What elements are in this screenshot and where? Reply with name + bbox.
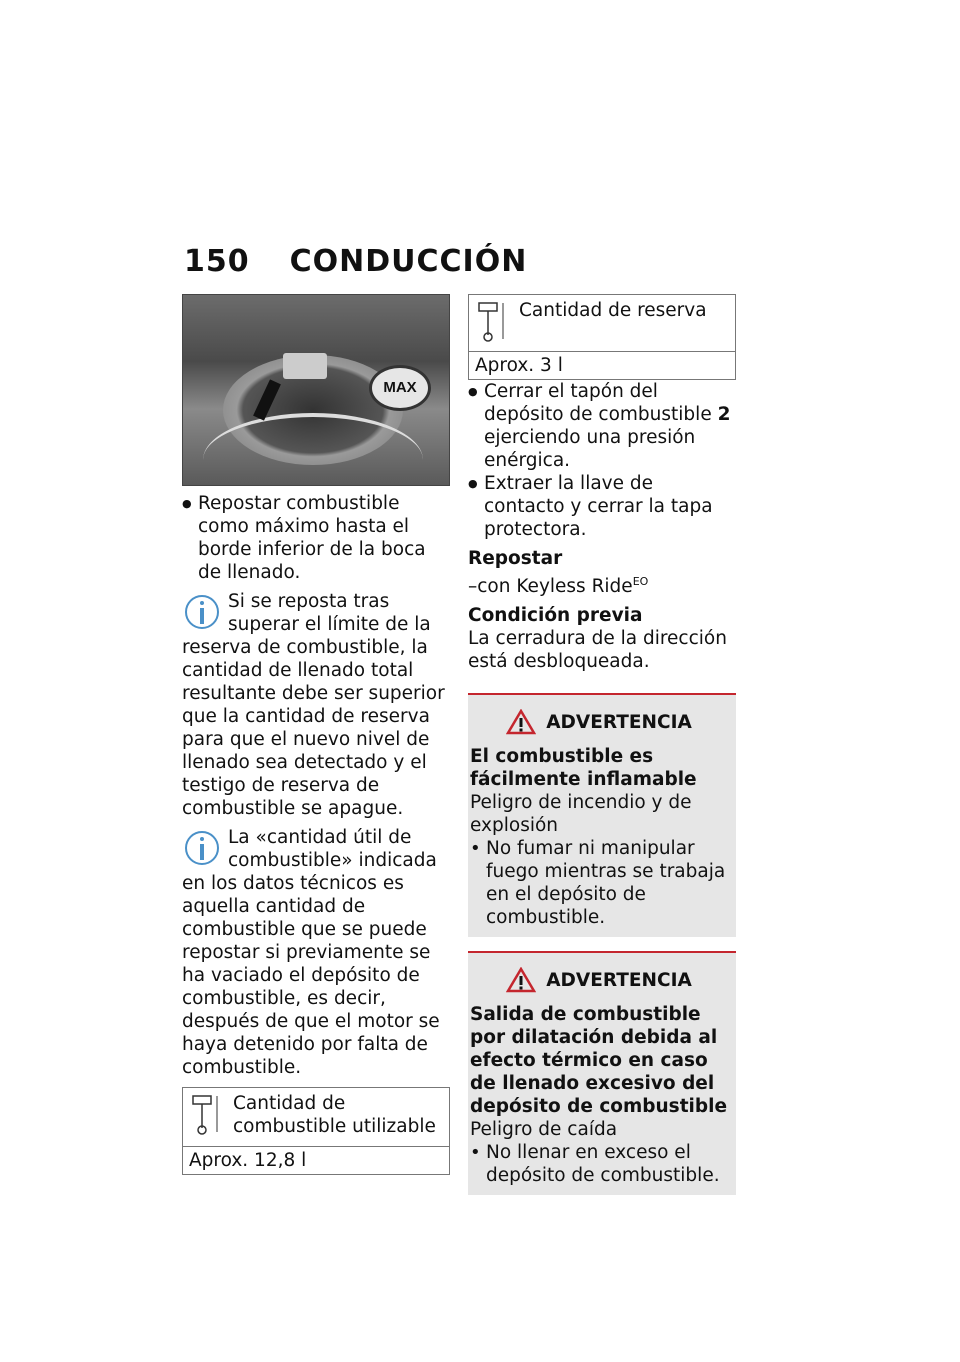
warning-box-1 [468, 693, 736, 937]
section-title: CONDUCCIÓN [289, 244, 528, 279]
keyless-ride-line: –con Keyless Ride$^{EO}$ [468, 575, 649, 598]
info-note-2-text: La «cantidad útil de combustible» indicada en los datos técnicos es aquella cantidad de combustible que se puede repostar si previamente se ha vaciado el depósito de combustible, es decir, después de que el motor se haya detenido por falta de combustible. [182, 827, 440, 1078]
warning-text: Peligro de caída [470, 1119, 618, 1141]
optional-equipment-mark: EO [632, 575, 649, 588]
spec-usable-fuel-label: Cantidad de combustible utilizable [233, 1093, 436, 1137]
warning-bullet: • No fumar ni manipular fuego mientras se trabaja en el depósito de combustible. [470, 837, 728, 929]
spec-reserve-fuel-label: Cantidad de reserva [519, 300, 707, 321]
info-icon [182, 590, 222, 634]
warning-title: ADVERTENCIA [546, 969, 692, 991]
heading-repostar: Repostar [468, 548, 563, 569]
bullet-remove-key: ● Extraer la llave de contacto y cerrar la tapa protectora. [468, 472, 736, 541]
warning-headline: Salida de combustible por dilatación debida al efecto térmico en caso de llenado excesivo del depósito de combustible [470, 1004, 728, 1118]
warning-box-2 [468, 951, 736, 1195]
fuel-gauge-icon [475, 299, 509, 343]
bullet-close-cap: ● Cerrar el tapón del depósito de combustible 2 ejerciendo una presión enérgica. [468, 380, 736, 472]
warning-bullet: • No llenar en exceso el depósito de combustible. [470, 1141, 728, 1187]
callout-number: 2 [717, 404, 731, 425]
heading-condition: Condición previa [468, 605, 643, 627]
warning-title: ADVERTENCIA [546, 711, 692, 733]
spec-reserve-fuel-value: Aprox. 3 l [475, 355, 563, 376]
spec-reserve-fuel [468, 294, 736, 380]
warning-triangle-icon [506, 709, 536, 735]
filler-cap [283, 353, 327, 379]
spec-usable-fuel-value: Aprox. 12,8 l [189, 1150, 307, 1171]
max-label: MAX [369, 365, 431, 411]
warning-triangle-icon [506, 967, 536, 993]
bullet-refuel-max: ● Repostar combustible como máximo hasta el borde inferior de la boca de llenado. [182, 492, 450, 584]
fuel-filler-photo [182, 294, 450, 486]
warning-text: Peligro de incendio y de explosión [470, 792, 692, 837]
info-note-1 [182, 590, 450, 820]
condition-text: La cerradura de la dirección está desbloqueada. [468, 628, 727, 673]
info-icon [182, 826, 222, 870]
warning-headline: El combustible es fácilmente inflamable [470, 746, 697, 791]
right-column [468, 294, 736, 1195]
fuel-gauge-icon [189, 1092, 223, 1136]
info-note-2 [182, 826, 450, 1079]
spec-usable-fuel [182, 1087, 450, 1175]
page-header [184, 244, 527, 279]
page-number: 150 [184, 244, 250, 279]
info-note-1-text: Si se reposta tras superar el límite de la reserva de combustible, la cantidad de llenado total resultante debe ser superior que la cantidad de reserva para que el nuevo nivel de llenado sea detectado y el testigo de reserva de combustible se apague. [182, 591, 445, 819]
left-column [182, 294, 450, 1175]
